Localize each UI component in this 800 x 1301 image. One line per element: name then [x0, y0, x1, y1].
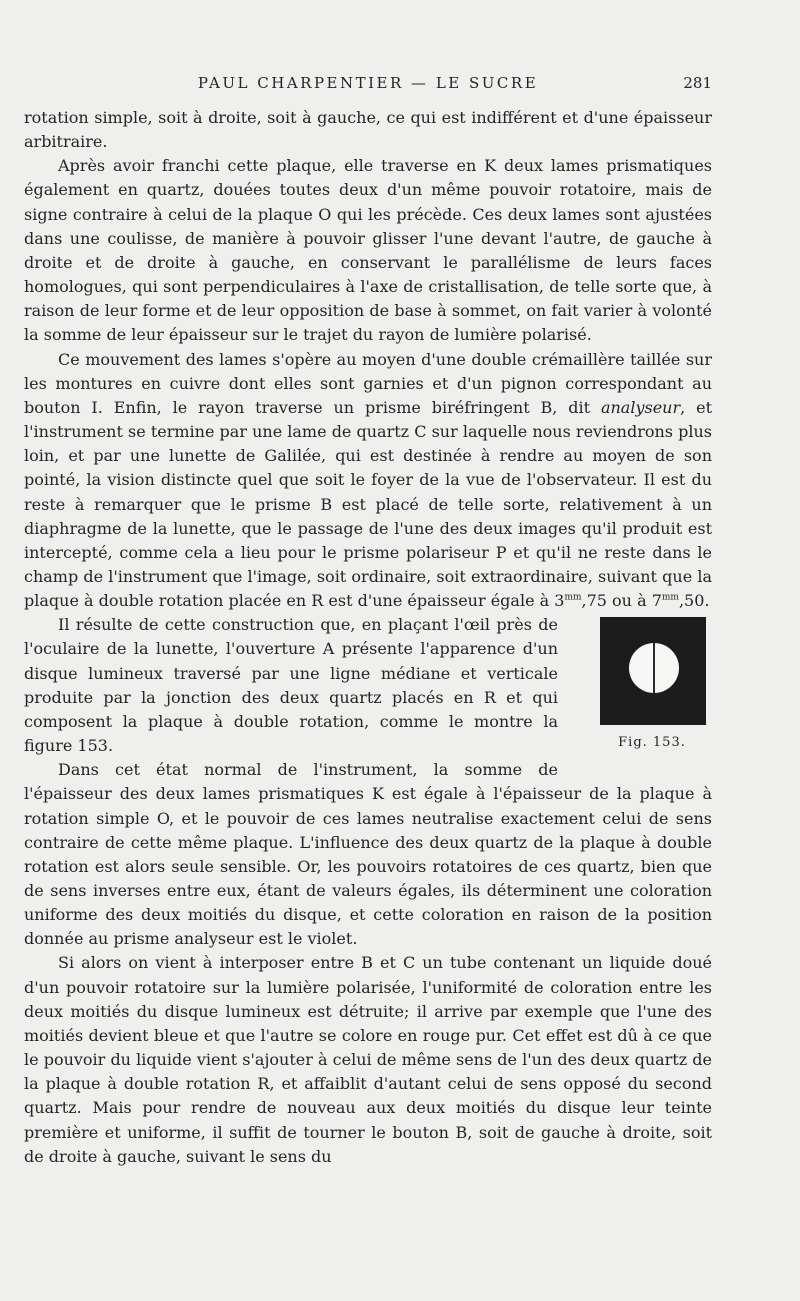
figure-caption: Fig. 153. [618, 735, 686, 751]
paragraph-3-part-b: , et l'instrument se termine par une lame de quartz C sur laquelle nous reviendrons plus loin, et par une lunette de Galilée, qui est destinée à rendre au moyen de son pointé, la vision distincte quel que soit le foyer de la vue de l'observateur. Il est du reste à remarquer que le prisme B est placé de telle sorte, relativement à un diaphragme de la lunette, que le passage de l'une des deux images qu'il produit est intercepté, comme cela a lieu pour le prisme polariseur P et qu'il ne reste dans le champ de l'instrument que l'image, soit ordinaire, soit extraordinaire, suivant que la plaque à double rotation placée en R est d'une épaisseur égale à 3 [24, 397, 712, 611]
paragraph-5: Dans cet état normal de l'instrument, la somme de l'épaisseur des deux lames prismatiques K est égale à l'épaisseur de la plaque à rotation simple O, et le pouvoir de ces lames neutralise exactement celui de sens contraire de cette même plaque. L'influence des deux quartz de la plaque à double rotation est alors seule sensible. Or, les pouvoirs rotatoires de ces quartz, bien que de sens inverses entre eux, étant de valeurs égales, ils déterminent une coloration uniforme des deux moitiés du disque, et cette coloration en raison de la position donnée au prisme analyseur est le violet. [24, 760, 712, 949]
paragraph-1: rotation simple, soit à droite, soit à gauche, ce qui est indifférent et d'une épaisseur arbitraire. [24, 108, 712, 152]
unit-mm-2: mm [661, 592, 679, 603]
body-text [24, 106, 712, 1169]
paragraph-6: Si alors on vient à interposer entre B et C un tube contenant un liquide doué d'un pouvoir rotatoire sur la lumière polarisée, l'uniformité de coloration entre les deux moitiés du disque lumineux est détruite; il arrive par exemple que l'une des moitiés devient bleue et que l'autre se colore en rouge pur. Cet effet est dû à ce que le pouvoir du liquide vient s'ajouter à celui de même sens de l'un des deux quartz de la plaque à double rotation R, et affaiblit d'autant celui de sens opposé du second quartz. Mais pour rendre de nouveau aux deux moitiés du disque leur teinte première et uniforme, il suffit de tourner le bouton B, soit de gauche à droite, soit de droite à gauche, suivant le sens du [24, 953, 712, 1166]
paragraph-3-part-d: ,50. [678, 591, 710, 611]
median-line [653, 643, 655, 693]
paragraph-3-part-a: Ce mouvement des lames s'opère au moyen d'une double crémaillère taillée sur les montures en cuivre dont elles sont garnies et d'un pignon correspondant au bouton I. Enfin, le rayon traverse un prisme biréfringent B, dit [24, 349, 712, 417]
page-number: 281 [683, 74, 712, 92]
figure-image [600, 617, 706, 725]
unit-mm-1: mm [564, 592, 582, 603]
term-analyseur: analyseur [600, 397, 681, 417]
running-title: PAUL CHARPENTIER — LE SUCRE [197, 74, 539, 92]
luminous-disc [629, 643, 679, 693]
paragraph-3-part-c: ,75 ou à 7 [581, 591, 662, 611]
paragraph-3 [24, 348, 712, 614]
paragraph-4: Il résulte de cette construction que, en plaçant l'œil près de l'oculaire de la lunette, l'ouverture A présente l'apparence d'un disque lumineux traversé par une ligne médiane et verticale produite par la jonction des deux quartz placés en R et qui composent la plaque à double rotation, comme le montre la figure 153. [24, 615, 558, 756]
paragraph-2: Après avoir franchi cette plaque, elle traverse en K deux lames prismatiques également en quartz, douées toutes deux d'un même pouvoir rotatoire, mais de signe contraire à celui de la plaque O qui les précède. Ces deux lames sont ajustées dans une coulisse, de manière à pouvoir glisser l'une devant l'autre, de gauche à droite et de droite à gauche, en conservant le parallélisme de leurs faces homologues, qui sont perpendiculaires à l'axe de cristallisation, de telle sorte que, à raison de leur forme et de leur opposition de base à sommet, on fait varier à volonté la somme de leur épaisseur sur le trajet du rayon de lumière polarisé. [24, 156, 712, 345]
figure-153 [572, 617, 712, 767]
page-header [24, 70, 712, 98]
